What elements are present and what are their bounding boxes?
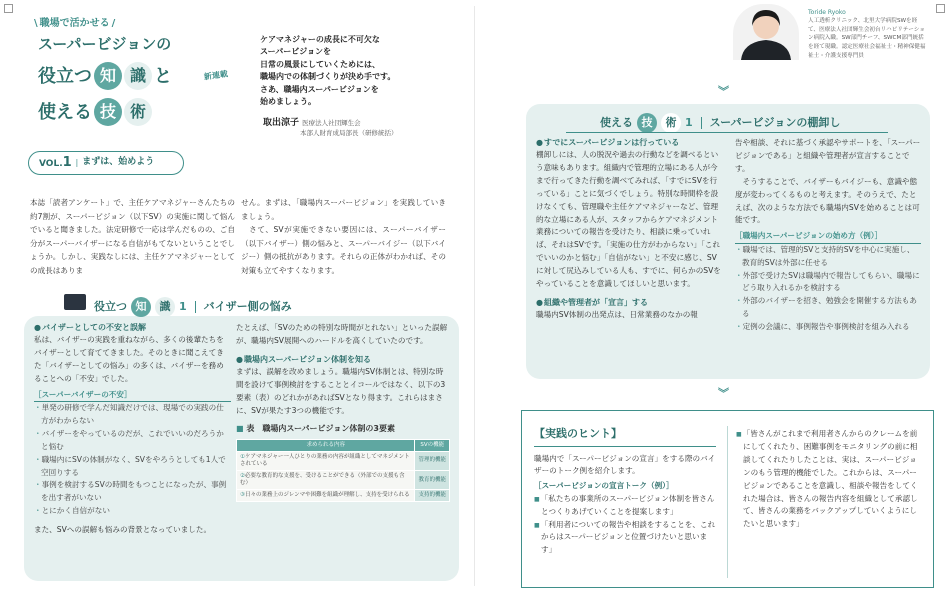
knowledge-subtitle: バイザー側の悩み <box>203 299 292 313</box>
camera-illustration-icon <box>64 294 86 310</box>
table-cell-role: 管理的機能 <box>415 451 450 470</box>
three-elements-table <box>236 439 450 502</box>
knowledge-label: 役立つ <box>94 299 127 313</box>
title-char-circle-2: 識 <box>124 62 152 90</box>
box-label: ［職場内スーパービジョンの始め方（例）］ <box>735 230 921 243</box>
section-text: たとえば、「SVのための特別な時間がとれない」といった誤解が、職場内SV展開へのハードルを高くしていたのです。 <box>236 323 448 345</box>
author-bio: 人工透析クリニック、北里大学病院SWを経て、医療法人社団輝生会初台リハビリテーション病院入職。SW部門チーフ、SWCM部門統括を経て現職。認定医療社会福祉士・精神保健福祉士・介護支援専門員 <box>808 18 926 59</box>
knowledge-column-2 <box>236 322 450 502</box>
page-corner-mark-right <box>936 4 945 13</box>
series-label: \ 職場で活かせる / <box>34 16 115 31</box>
list-item: ・ とにかく自信がない <box>34 505 231 518</box>
list-item: ・ 定例の会議に、事例報告や事例検討を組み入れる <box>735 321 921 334</box>
hint-sublabel: ［スーパービジョンの宣言トーク（例）］ <box>534 481 674 491</box>
hint-title-underline <box>534 446 716 447</box>
article-title-line1: スーパービジョンの <box>38 35 172 53</box>
section-heading: ● すでにスーパービジョンは行っている <box>536 137 724 149</box>
knowledge-number: 1 <box>179 299 187 313</box>
lead-line: さあ、職場内スーパービジョンを <box>260 84 379 94</box>
lead-line: 職場内での体制づくりが決め手です。 <box>260 72 396 82</box>
volume-separator: | <box>75 158 79 168</box>
author-name: 取出涼子 <box>263 118 300 128</box>
header-bar <box>195 301 196 313</box>
title-word-useful: 役立つ <box>38 65 92 87</box>
volume-number: VOL.1 <box>39 155 72 171</box>
lead-line: 始めましょう。 <box>260 96 316 106</box>
technique-char-2: 術 <box>661 113 681 133</box>
section-footer-text: また、SVへの誤解も悩みの背景となっていました。 <box>34 525 212 535</box>
article-title-line3 <box>38 98 152 126</box>
lead-line: 日常の風景にしていくためには、 <box>260 59 380 69</box>
lead-line: ケアマネジャーの成長に不可欠な <box>260 35 380 44</box>
author-name-roman: Toride Ryoko <box>808 9 846 16</box>
list-item: ・ 外部で受けたSVは職場内で報告してもらい、職場にどう取り入れるかを検討する <box>735 270 921 296</box>
knowledge-char-2: 識 <box>155 297 175 317</box>
technique-column-1 <box>536 137 724 322</box>
title-word-usable: 使える <box>38 101 92 123</box>
list-item: ・ 職場内にSVの体制がなく、SVをやろうとしても1人で空回りする <box>34 454 231 480</box>
hint-title: 【実践のヒント】 <box>534 427 622 440</box>
worry-list <box>34 402 231 518</box>
list-item: ・ 職場では、管理的SVと支持的SVを中心に実施し、教育的SVは外部に任せる <box>735 244 921 270</box>
spread-gutter <box>474 6 475 586</box>
list-item: ・ 単発の研修で学んだ知識だけでは、現場での実践の仕方がわからない <box>34 402 231 428</box>
intro-column-1: 本誌「読者アンケート」で、主任ケアマネジャーさんたちの約7割が、スーパービジョン（以下SV）の実施に関して悩んでいると聞きました。法定研修で一応は学んだものの、ご自分がスーパーバイザーになる自信がもてないということでしょうか。しかし、実践なしには、主任ケアマネジャーとしての成長はありま <box>30 198 235 275</box>
section-text: 棚卸しには、人の脱況や過去の行動などを調べるという意味もあります。組織内で管理的立場にある人が今まで行ってきた行動を調べてみれば、「すでにSVを行っている」ことに気づくでしょう。特別な時間枠を設けなくても、管理職や主任ケアマネジャーなど、管理的な立場にある人が、スタッフからケアマネジメント業務についての報告を受けたり、相談に乗っていれば、それはSVです。「実施の仕方がわからない」「これでいいのかと悩む」「自信がない」と不安に感じ、SVに対して尻込みしている人も、すでに、何らかのSVをやっていることを意識してほしいと思います。 <box>536 150 721 289</box>
title-char-circle-1: 知 <box>94 62 122 90</box>
table-header: SVの機能 <box>415 440 450 451</box>
hint-column-2 <box>736 428 920 531</box>
knowledge-section-header <box>94 297 292 317</box>
article-title-line2 <box>38 62 172 90</box>
header-bar <box>701 117 702 129</box>
intro-column-2: せん。まずは、「職場内スーパービジョン」を実践していきましょう。 さて、SVが実施できない要因には、スーパーバイザー（以下バイザー）側の悩みと、スーパーバイジー（以下バイジー）側の抵抗があります。それらの正体がわかれば、その対策も立てやすくなります。 <box>241 198 446 275</box>
list-item: ・ バイザーをやっているのだが、これでいいのだろうかと悩む <box>34 428 231 454</box>
start-method-list <box>735 244 921 334</box>
technique-subtitle: スーパービジョンの棚卸し <box>709 115 841 129</box>
section-heading: ● 組織や管理者が「宣言」する <box>536 297 724 309</box>
knowledge-char-1: 知 <box>131 297 151 317</box>
knowledge-column-1 <box>34 322 231 537</box>
list-item: ・ 外部のバイザーを招き、勉強会を開催する方法もある <box>735 295 921 321</box>
list-item: ・ 事例を検討するSVの時間をもつことになったが、事例を出す者がいない <box>34 479 231 505</box>
title-word-and: と <box>154 65 172 87</box>
technique-char-1: 技 <box>637 113 657 133</box>
table-row <box>237 470 450 489</box>
title-char-circle-4: 術 <box>124 98 152 126</box>
section-text: 私は、バイザーの実践を重ねながら、多くの後輩たちをバイザーとして育ててきました。そのときに聞こえてきた「バイザーとしての悩み」の多くは、バイザーを務めることへの「不安」でした。 <box>34 335 224 383</box>
technique-column-2 <box>735 137 921 334</box>
page-corner-mark <box>4 4 13 13</box>
section-text: 告や相談、それに基づく承認やサポートを、「スーパービジョンである」と組織や管理者が宣言することです。 そうすることで、バイザーもバイジーも、意識や態度が変わってくるものと考えます。そのうえで、たとえば、次のような方法でも職場内SVを始めることは可能です。 <box>735 138 921 225</box>
title-char-circle-3: 技 <box>94 98 122 126</box>
table-row <box>237 451 450 470</box>
table-cell-content: ①ケアマネジャー一人ひとりの業務の内容が組織としてマネジメントされている <box>237 451 415 470</box>
author-role: 本部人財育成局部長（研修統括） <box>300 129 398 137</box>
hint-text: 職場内で「スーパービジョンの宣言」をする際のバイザーのトーク例を紹介します。 <box>534 453 716 476</box>
lead-paragraph <box>260 34 460 108</box>
author-org: 医療法人社団輝生会 <box>302 119 361 127</box>
section-text: 職場内SV体制の出発点は、日常業務のなかの報 <box>536 309 698 319</box>
hint-column-divider <box>727 426 728 578</box>
table-row <box>237 490 450 502</box>
table-cell-content: ③日々の業務上のジレンマや困難を組織が理解し、支持を受けられる <box>237 490 415 502</box>
volume-title: まずは、始めよう <box>82 157 155 168</box>
chevron-down-icon: ︾ <box>718 387 729 400</box>
technique-number: 1 <box>685 115 693 129</box>
lead-line: スーパービジョンを <box>260 47 332 57</box>
box-label: ［スーパーバイザーの不安］ <box>34 389 231 402</box>
volume-pill <box>28 151 184 175</box>
table-header: 求められる内容 <box>237 440 415 451</box>
section-text: まずは、誤解を改めましょう。職場内SV体制とは、特別な時間を設けて事例検討をすることとイコールではなく、以下の3要素（表）のどれかがあればSVとなり得ます。これらはまさに、SVが果たす3つの機能です。 <box>236 366 446 415</box>
section-heading: ● バイザーとしての不安と誤解 <box>34 322 231 334</box>
talk-example: ■ 「私たちの事業所のスーパービジョン体制を皆さんとつくりあげていくことを提案します」 <box>534 493 716 519</box>
table-title: ■ 表 職場内スーパービジョン体制の3要素 <box>236 423 450 435</box>
hint-column-1 <box>534 426 716 557</box>
technique-section-header <box>600 113 840 133</box>
table-cell-role: 支持的機能 <box>415 490 450 502</box>
header-underline <box>566 132 888 133</box>
chevron-down-icon: ︾ <box>718 85 729 98</box>
table-cell-role: 教育的機能 <box>415 470 450 489</box>
new-series-badge: 新連載 <box>203 69 229 82</box>
talk-example: ■ 「皆さんがこれまで利用者さんからのクレームを前にしてくれたり、困難事例をモニタリングの前に相談してくれたりしたことは、実は、スーパービジョンのもう管理的機能でした。これからは、スーパービジョンであることを意識し、相談や報告をしてくれた場合は、皆さんの報告内容を組織として承認して、皆さんの業務をバックアップしていくようにしたいと思います」 <box>736 428 920 531</box>
table-cell-content: ②必要な教育的な支援を、受けることができる（外部での支援も含む） <box>237 470 415 489</box>
author-photo <box>733 4 799 60</box>
section-heading: ● 職場内スーパービジョン体制を知る <box>236 354 450 366</box>
talk-example: ■ 「利用者についての報告や相談をすることを、これからはスーパービジョンと位置づけたいと思います」 <box>534 519 716 558</box>
technique-label: 使える <box>600 115 633 129</box>
